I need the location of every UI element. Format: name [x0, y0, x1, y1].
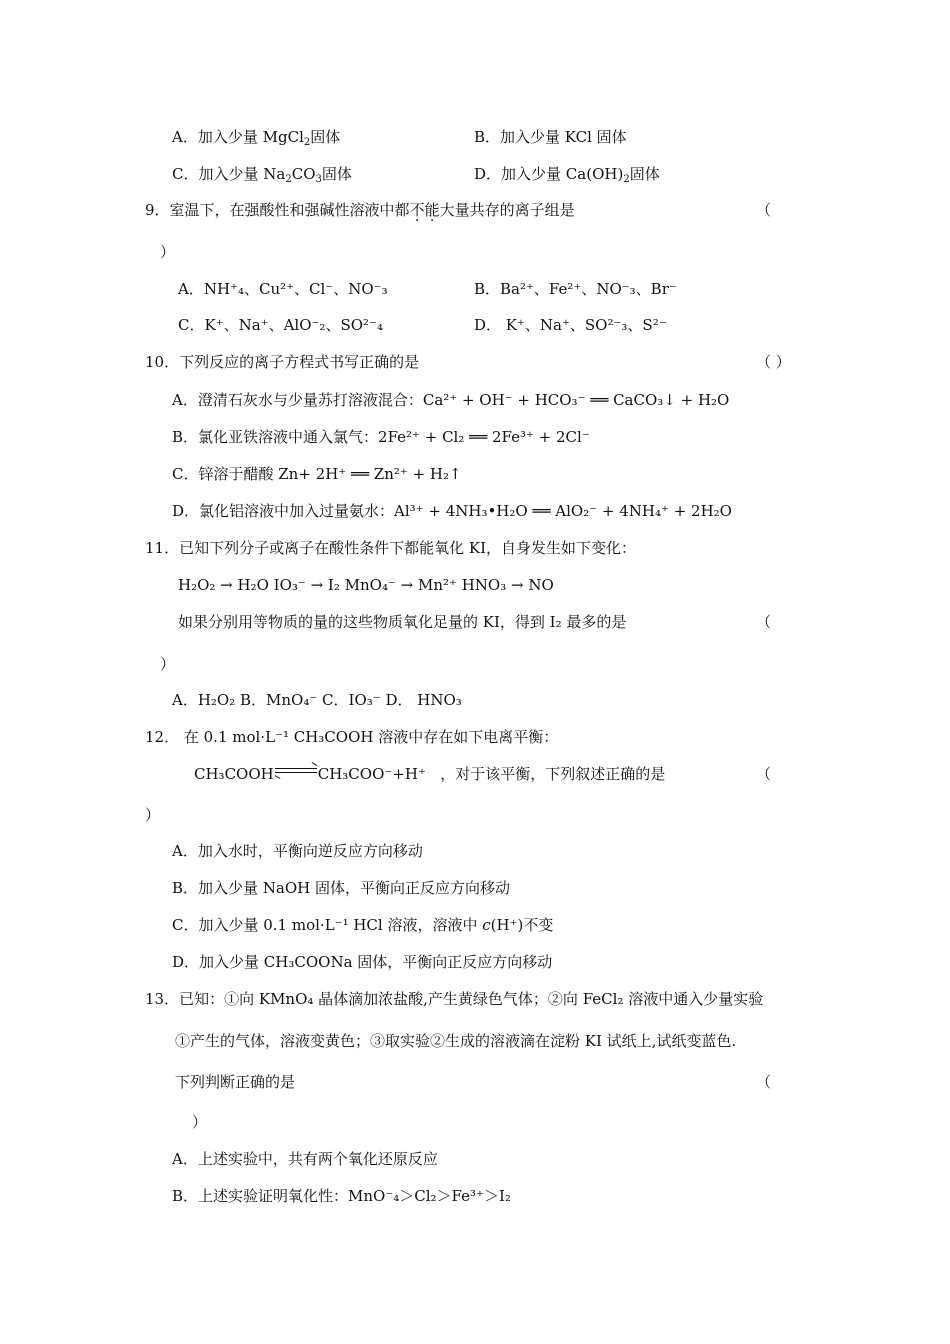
q8-option-a: A．加入少量 MgCl$_2$固体 — [172, 128, 341, 148]
q8-option-b: B．加入少量 KCl 固体 — [474, 128, 627, 146]
q12-option-c: C．加入少量 0.1 mol·L⁻¹ HCl 溶液，溶液中 c(H⁺)不变 — [172, 916, 554, 934]
q11-options: A．H₂O₂ B．MnO₄⁻ C．IO₃⁻ D． HNO₃ — [172, 691, 462, 709]
answer-paren-open: （ — [756, 1073, 772, 1091]
q11-stem: 11．已知下列分子或离子在酸性条件下都能氧化 KI，自身发生如下变化： — [145, 539, 636, 557]
q9-option-b: B．Ba²⁺、Fe²⁺、NO⁻₃、Br⁻ — [474, 280, 677, 298]
q10-stem: 10．下列反应的离子方程式书写正确的是 — [145, 353, 420, 371]
q9-stem: 9．室温下，在强酸性和强碱性溶液中都不能大量共存的离子组是 — [145, 201, 575, 219]
q13-option-b: B．上述实验证明氧化性：MnO⁻₄＞Cl₂＞Fe³⁺＞I₂ — [172, 1187, 511, 1205]
q9-option-c: C．K⁺、Na⁺、AlO⁻₂、SO²⁻₄ — [178, 316, 383, 334]
q12-option-b: B．加入少量 NaOH 固体，平衡向正反应方向移动 — [172, 879, 511, 897]
q12-option-a: A．加入水时，平衡向逆反应方向移动 — [172, 842, 423, 860]
q10-option-d: D．氯化铝溶液中加入过量氨水：Al³⁺ + 4NH₃•H₂O ══ AlO₂⁻ + 4NH₄⁺ + 2H₂O — [172, 502, 732, 520]
answer-paren-close: ） — [160, 655, 176, 673]
q13-stem-line3: 下列判断正确的是 — [175, 1073, 296, 1091]
emphasis-dot: 不 — [409, 201, 425, 219]
question-number: 10． — [145, 353, 180, 371]
q13-stem: 13．已知：①向 KMnO₄ 晶体滴加浓盐酸,产生黄绿色气体；②向 FeCl₂ 溶液中通入少量实验 — [145, 990, 764, 1008]
answer-paren-close: ） — [145, 806, 161, 824]
q12-option-d: D．加入少量 CH₃COONa 固体，平衡向正反应方向移动 — [172, 953, 553, 971]
question-number: 11． — [145, 539, 180, 557]
question-number: 9． — [145, 201, 170, 219]
q9-option-a: A．NH⁺₄、Cu²⁺、Cl⁻、NO⁻₃ — [178, 280, 388, 298]
q10-option-a: A．澄清石灰水与少量苏打溶液混合：Ca²⁺ + OH⁻ + HCO₃⁻ ══ CaCO₃↓ + H₂O — [172, 391, 730, 409]
q11-changes: H₂O₂ → H₂O IO₃⁻ → I₂ MnO₄⁻ → Mn²⁺ HNO₃ → NO — [178, 576, 554, 594]
q13-option-a: A．上述实验中，共有两个氧化还原反应 — [172, 1150, 438, 1168]
question-number: 13． — [145, 990, 180, 1008]
q12-stem: 12． 在 0.1 mol·L⁻¹ CH₃COOH 溶液中存在如下电离平衡： — [145, 728, 559, 746]
q11-question: 如果分别用等物质的量的这些物质氧化足量的 KI，得到 I₂ 最多的是 — [178, 613, 627, 631]
q13-stem-line2: ①产生的气体，溶液变黄色；③取实验②生成的溶液滴在淀粉 KI 试纸上,试纸变蓝色. — [175, 1032, 737, 1050]
answer-paren-close: ） — [192, 1113, 208, 1131]
q8-option-d: D．加入少量 $Ca(OH)_2$固体 — [474, 165, 660, 185]
question-number: 12． — [145, 728, 180, 746]
answer-paren-open: （ — [756, 765, 772, 783]
answer-paren: （ ） — [756, 353, 791, 371]
q9-option-d: D． K⁺、Na⁺、SO²⁻₃、S²⁻ — [474, 316, 667, 334]
q8-option-c: C．加入少量 $Na_2CO_3$固体 — [172, 165, 352, 185]
answer-paren-open: （ — [756, 201, 772, 219]
q12-equilibrium: CH₃COOH CH₃COO⁻+H⁺ ，对于该平衡，下列叙述正确的是 — [194, 764, 665, 784]
answer-paren-open: （ — [756, 613, 772, 631]
emphasis-dot: 能 — [424, 201, 440, 219]
q10-option-c: C．锌溶于醋酸 Zn+ 2H⁺ ══ Zn²⁺ + H₂↑ — [172, 465, 462, 483]
q10-option-b: B．氯化亚铁溶液中通入氯气：2Fe²⁺ + Cl₂ ══ 2Fe³⁺ + 2Cl⁻ — [172, 428, 590, 446]
answer-paren-close: ） — [160, 243, 176, 261]
reversible-arrow-icon — [275, 767, 317, 777]
